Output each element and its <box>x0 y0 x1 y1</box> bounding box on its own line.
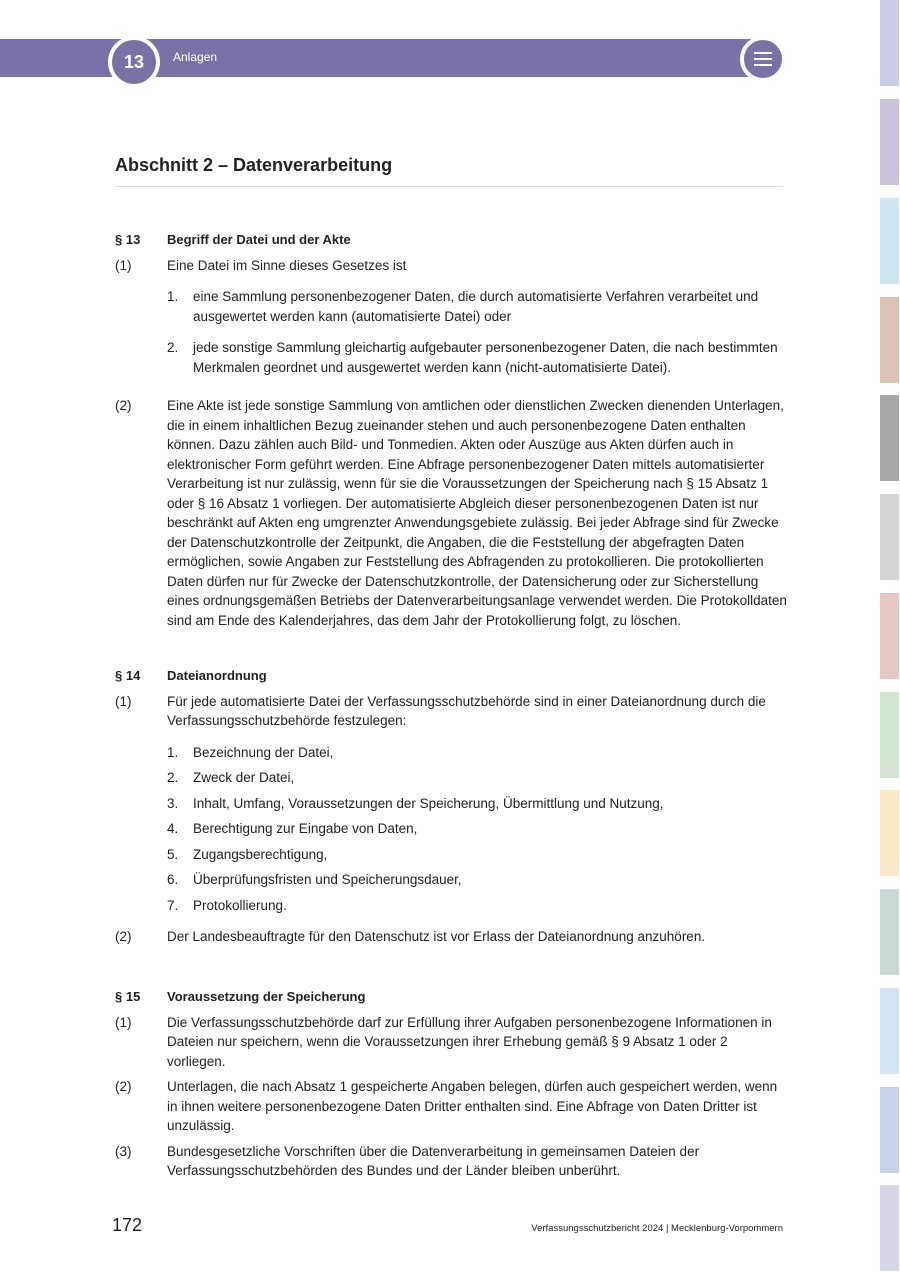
list-item <box>115 794 787 814</box>
chapter-tab[interactable] <box>880 1087 899 1173</box>
chapter-label: Anlagen <box>173 50 218 64</box>
list-item-number: 2. <box>167 340 179 355</box>
subsection <box>115 1077 787 1136</box>
list-item <box>115 338 787 377</box>
chapter-tab[interactable] <box>880 692 899 778</box>
chapter-number-badge: 13 <box>108 36 160 88</box>
list-item-number: 3. <box>167 795 179 811</box>
paragraph-number: § 13 <box>115 232 141 247</box>
chapter-tab-strip <box>880 0 900 1272</box>
list-item <box>115 870 787 890</box>
paragraph-number: § 14 <box>115 668 141 683</box>
subsection <box>115 1013 787 1072</box>
paragraph-13 <box>115 230 787 630</box>
subsection-number: (1) <box>115 693 132 709</box>
list-item <box>115 896 787 916</box>
chapter-tab[interactable] <box>880 988 899 1074</box>
list-item <box>115 768 787 788</box>
subsection-text: Bundesgesetzliche Vorschriften über die Datenverarbeitung in gemeinsamen Dateien der Verfassungsschutzbehörden des Bundes und der Länder bleiben unberührt. <box>167 1143 700 1178</box>
subsection-number: (2) <box>115 398 132 413</box>
list-item-text: Zweck der Datei, <box>193 770 295 785</box>
chapter-tab[interactable] <box>880 1185 899 1271</box>
page-number: 172 <box>112 1215 143 1235</box>
paragraph-14 <box>115 666 787 947</box>
paragraph-heading <box>115 230 787 250</box>
subsection-number: (2) <box>115 929 132 944</box>
heading-divider <box>115 186 783 187</box>
list-item-text: Berechtigung zur Eingabe von Daten, <box>193 821 418 836</box>
chapter-tab[interactable] <box>880 198 899 284</box>
list-item-number: 1. <box>167 744 179 760</box>
list-item-text: Überprüfungsfristen und Speicherungsdauer, <box>193 872 462 887</box>
list-item-number: 6. <box>167 872 179 887</box>
subsection-text: Die Verfassungsschutzbehörde darf zur Erfüllung ihrer Aufgaben personenbezogene Informationen in Dateien nur speichern, wenn die Voraussetzungen ihrer Erhebung gemäß § 9 Absatz 1 oder 2 vorliegen. <box>167 1014 772 1069</box>
subsection <box>115 1142 787 1181</box>
subsection-number: (2) <box>115 1079 132 1094</box>
list-item-text: Protokollierung. <box>193 897 287 913</box>
list-item-text: Bezeichnung der Datei, <box>193 744 334 760</box>
chapter-tab[interactable] <box>880 99 899 185</box>
subsection-number: (1) <box>115 257 132 273</box>
chapter-tab[interactable] <box>880 395 899 481</box>
subsection-number: (1) <box>115 1014 132 1030</box>
subsection-text: Für jede automatisierte Datei der Verfassungsschutzbehörde sind in einer Dateianordnung durch die Verfassungsschutzbehörde festzulegen: <box>167 693 766 728</box>
menu-button[interactable] <box>740 36 786 82</box>
paragraph-title: Begriff der Datei und der Akte <box>167 232 351 247</box>
paragraph-heading <box>115 987 787 1007</box>
paragraph-title: Voraussetzung der Speicherung <box>167 989 366 1004</box>
chapter-tab[interactable] <box>880 593 899 679</box>
chapter-tab[interactable] <box>880 889 899 975</box>
subsection-text: Eine Akte ist jede sonstige Sammlung von amtlichen oder dienstlichen Zwecken dienenden Unterlagen, die in einem inhaltlichen Bezug zueinander stehen und auch personenbezogene Daten enthalten können. Dazu zählen auch Bild- und Tonmedien. Akten oder Auszüge aus Akten dürfen auch in elektronischer Form geführt werden. Eine Abfrage personenbezogener Daten mittels automatisierter Verarbeitung ist nur zulässig, wenn für sie die Voraussetzungen der Speicherung nach § 15 Absatz 1 oder § 16 Absatz 1 vorliegen. Der automatisierte Abgleich dieser personenbezogenen Daten ist nur beschränkt auf Akten eng umgrenzter Anwendungsgebiete zulässig. Bei jeder Abfrage sind für Zwecke der Datenschutzkontrolle der Zeitpunkt, die Angaben, die die Feststellung der abgefragten Daten ermöglichen, sowie Angaben zur Feststellung des Abfragenden zu protokollieren. Die protokollierten Daten dürfen nur für Zwecke der Datenschutzkontrolle, der Datensicherung oder zur Sicherstellung eines ordnungsgemäßen Betriebs der Datenverarbeitungsanlage verwendet werden. Die Protokolldaten sind am Ende des Kalenderjahres, das dem Jahr der Protokollierung folgt, zu löschen. <box>167 398 787 628</box>
list-item-text: Inhalt, Umfang, Voraussetzungen der Speicherung, Übermittlung und Nutzung, <box>193 795 664 811</box>
subsection <box>115 396 787 630</box>
subsection-number: (3) <box>115 1143 132 1159</box>
list-item-text: jede sonstige Sammlung gleichartig aufgebauter personenbezogener Daten, die nach bestimmten Merkmalen geordnet und ausgewertet werden kann (nicht-automatisierte Datei). <box>193 340 778 375</box>
paragraph-15 <box>115 987 787 1181</box>
list-item <box>115 819 787 839</box>
subsection <box>115 692 787 731</box>
chapter-tab[interactable] <box>880 494 899 580</box>
list-item-number: 7. <box>167 897 179 913</box>
subsection-text: Der Landesbeauftragte für den Datenschutz ist vor Erlass der Dateianordnung anzuhören. <box>167 929 706 944</box>
list-item-text: Zugangsberechtigung, <box>193 846 328 862</box>
list-item-number: 2. <box>167 770 179 785</box>
list-item <box>115 845 787 865</box>
section-heading: Abschnitt 2 – Datenverarbeitung <box>115 155 393 175</box>
subsection-text: Eine Datei im Sinne dieses Gesetzes ist <box>167 257 407 273</box>
list-item-text: eine Sammlung personenbezogener Daten, die durch automatisierte Verfahren verarbeitet und ausgewertet werden kann (automatisierte Datei) oder <box>193 289 759 324</box>
subsection-text: Unterlagen, die nach Absatz 1 gespeicherte Angaben belegen, dürfen auch gespeichert werden, wenn in ihnen weitere personenbezogene Daten Dritter enthalten sind. Eine Abfrage von Daten Dritter ist unzulässig. <box>167 1079 778 1133</box>
paragraph-title: Dateianordnung <box>167 668 267 683</box>
paragraph-number: § 15 <box>115 989 141 1004</box>
subsection <box>115 927 787 947</box>
hamburger-icon <box>754 52 772 66</box>
list-item-number: 1. <box>167 289 179 304</box>
list-item-number: 4. <box>167 821 179 836</box>
list-item <box>115 287 787 326</box>
paragraph-heading <box>115 666 787 686</box>
chapter-tab[interactable] <box>880 297 899 383</box>
chapter-tab[interactable] <box>880 790 899 876</box>
list-item <box>115 743 787 763</box>
footer-title: Verfassungsschutzbericht 2024 | Mecklenburg-Vorpommern <box>531 1223 783 1234</box>
list-item-number: 5. <box>167 846 179 862</box>
subsection <box>115 256 787 276</box>
chapter-tab[interactable] <box>880 0 899 86</box>
